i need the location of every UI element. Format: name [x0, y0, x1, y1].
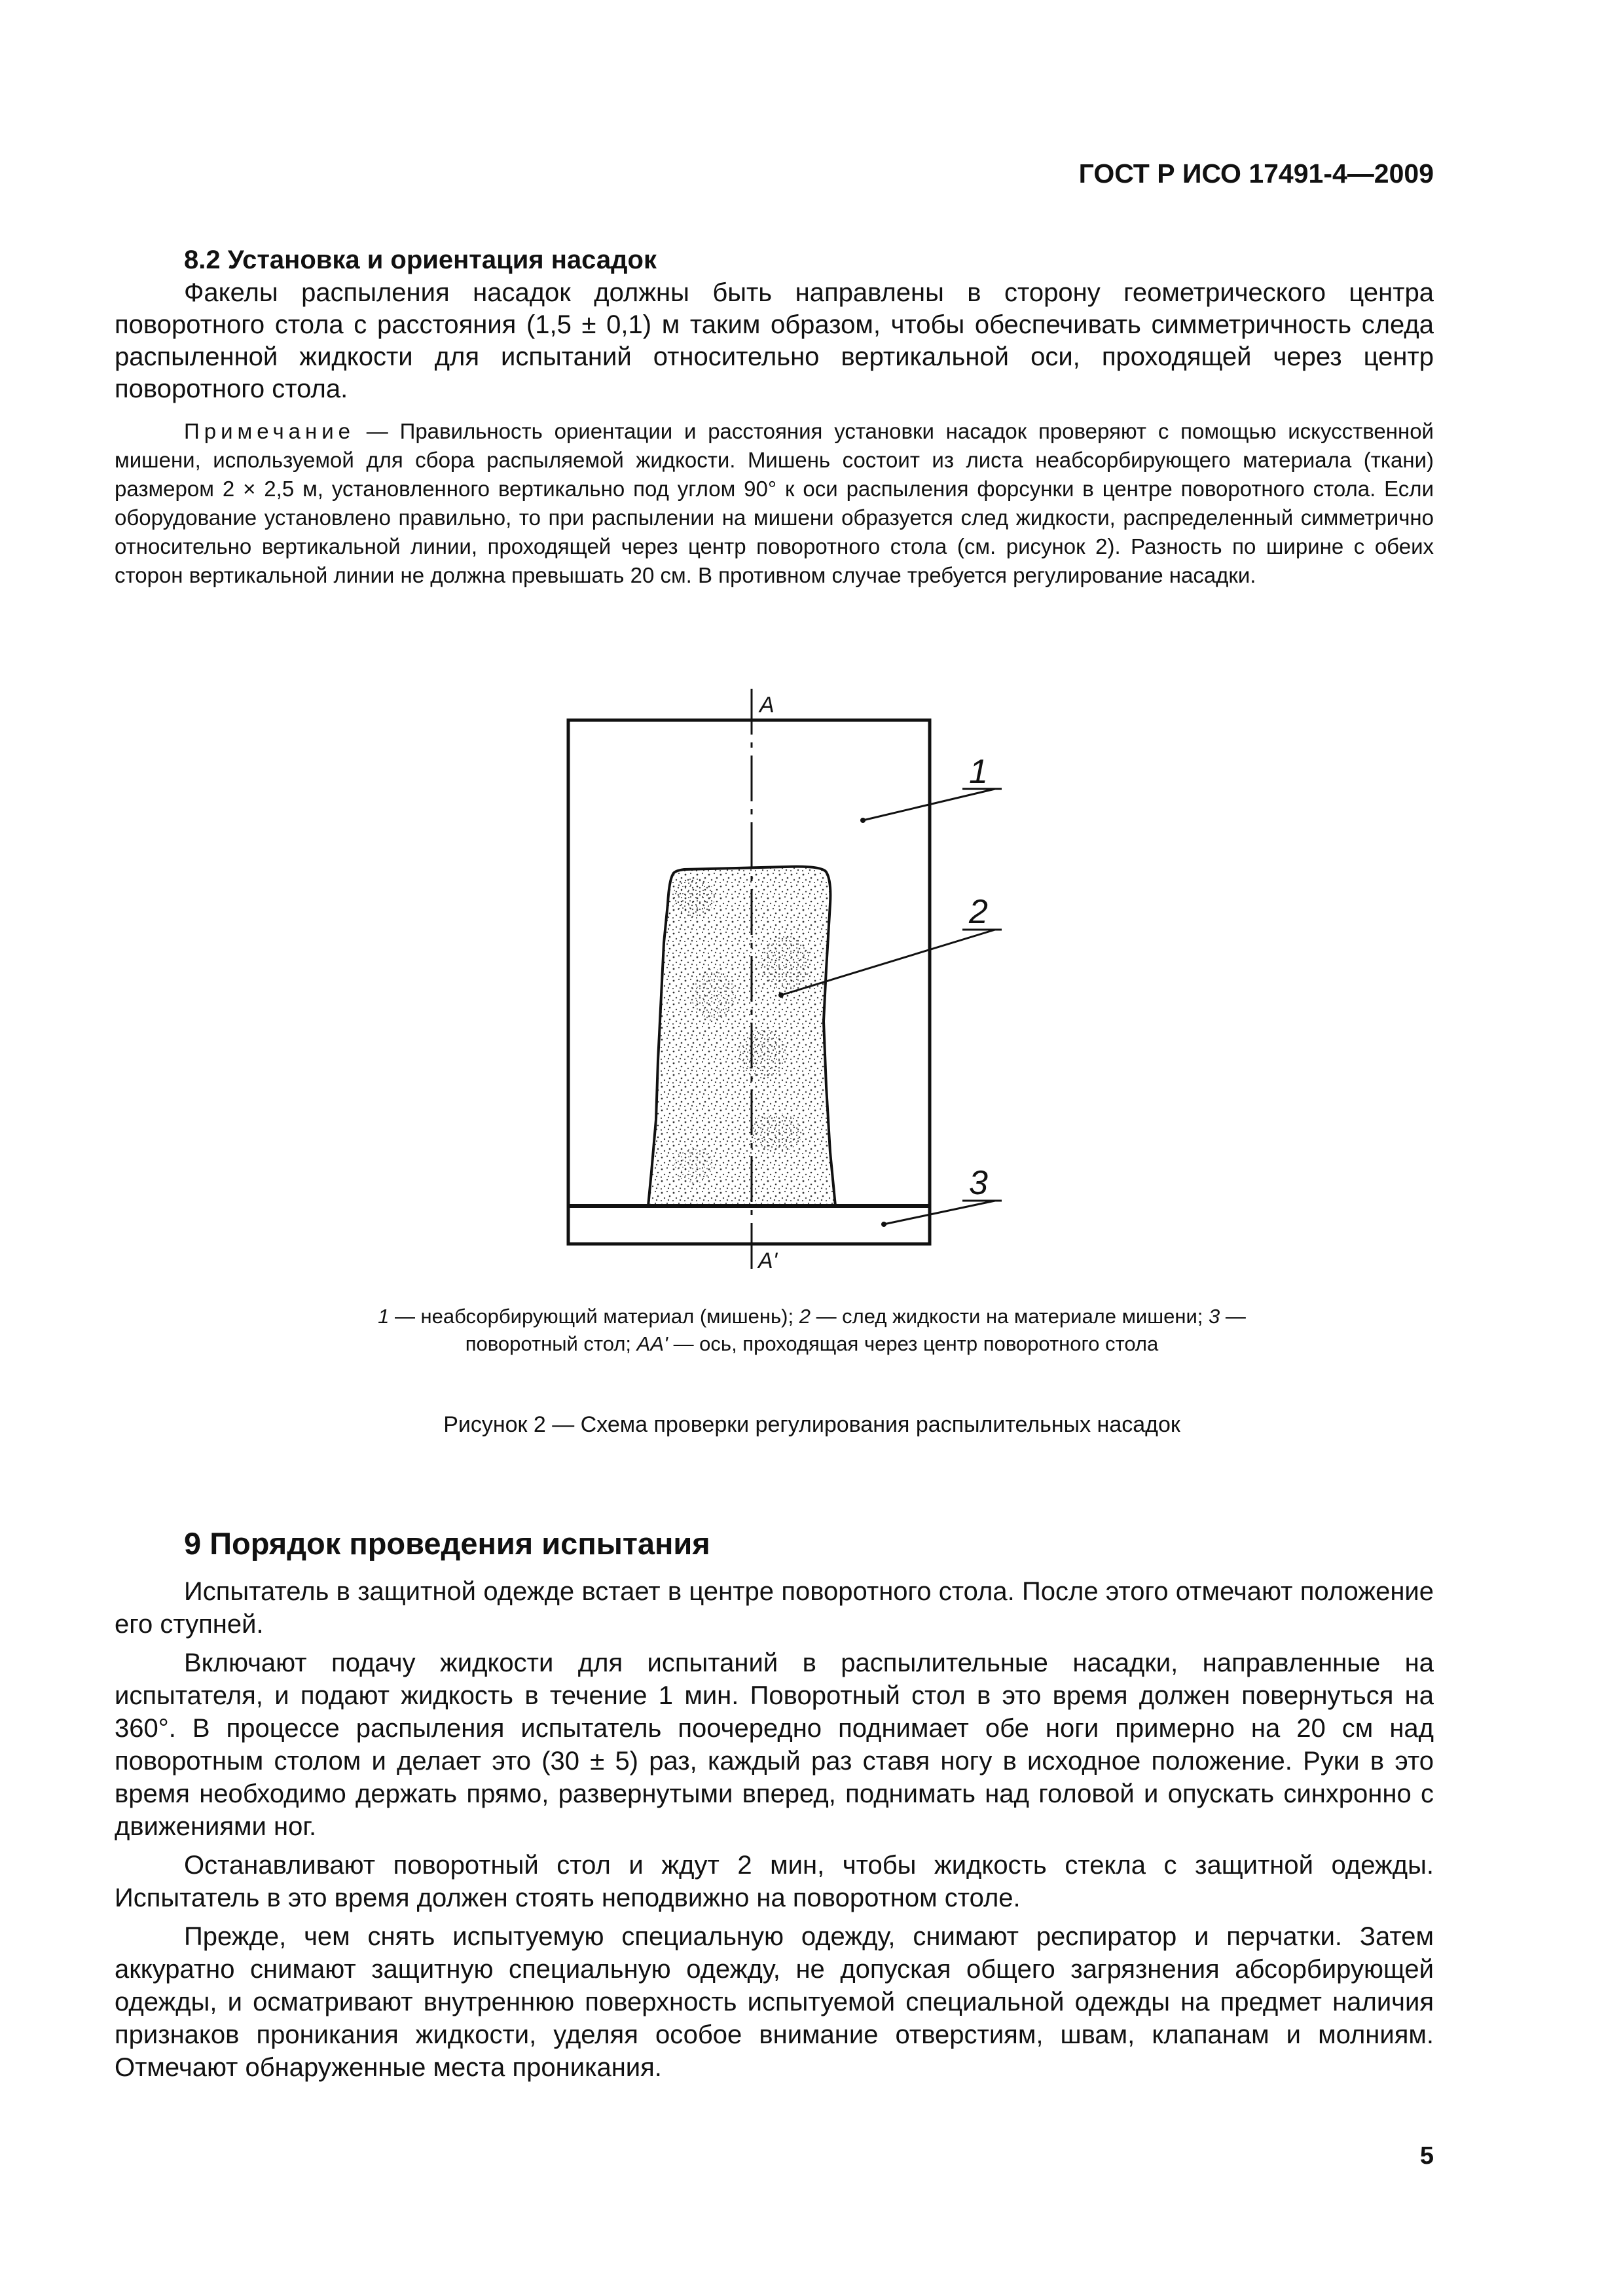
- note-text: — Правильность ориентации и расстояния установки насадок проверяют с помощью искусственной мишени, используемой для сбора распыляемой жидкости. Мишень состоит из листа неабсорбирующего материала (ткани) размером 2 × 2,5 м, установленного вертикально под углом 90° к оси распыления форсунки в центре поворотного стола. Если оборудование установлено правильно, то при распылении на мишени образуется след жидкости, распределенный симметрично относительно вертикальной линии, проходящей через центр поворотного стола (см. рисунок 2). Разность по ширине с обеих сторон вертикальной линии не должна превышать 20 см. В противном случае требуется регулирование насадки.: [115, 419, 1434, 587]
- legend-num-3: 3: [1209, 1305, 1220, 1328]
- legend-text-4: — ось, проходящая через центр поворотного стола: [667, 1332, 1159, 1355]
- axis-label-bottom: A': [758, 1248, 778, 1273]
- legend-num-2: 2: [799, 1305, 811, 1328]
- legend-num-4: AA': [636, 1332, 668, 1355]
- callout-3-dot: [881, 1222, 886, 1227]
- axis-label-top: A: [759, 693, 775, 718]
- figure-legend: [373, 1303, 1250, 1358]
- figure-caption: Рисунок 2 — Схема проверки регулирования распылительных насадок: [443, 1412, 1180, 1437]
- legend-text-1: — неабсорбирующий материал (мишень);: [389, 1305, 799, 1328]
- section-8-2-heading: 8.2 Установка и ориентация насадок: [184, 246, 657, 274]
- callout-2-dot: [778, 993, 784, 998]
- section-9-paragraph-2: Включают подачу жидкости для испытаний в распылительные насадки, направленные на испытателя, и подают жидкость в течение 1 мин. Поворотный стол в это время должен повернуться на 360°. В процессе распыления испытатель поочередно поднимает обе ноги примерно на 20 см над поворотным столом и делает это (30 ± 5) раз, каждый раз ставя ногу в исходное положение. Руки в это время необходимо держать прямо, развернутыми вперед, поднимать над головой и опускать синхронно с движениями ног.: [115, 1649, 1434, 1841]
- note-paragraph: [115, 417, 1434, 590]
- section-9-paragraph-1: Испытатель в защитной одежде встает в центре поворотного стола. После этого отмечают положение его ступней.: [115, 1577, 1434, 1639]
- legend-num-1: 1: [378, 1305, 390, 1328]
- callout-1-number: 1: [969, 753, 988, 791]
- legend-text-2: — след жидкости на материале мишени;: [810, 1305, 1209, 1328]
- callout-3-number: 3: [969, 1164, 988, 1202]
- note-label: Примечание: [184, 419, 356, 443]
- page-number: 5: [1419, 2142, 1434, 2170]
- figure-2-diagram: [0, 674, 1623, 1296]
- section-9-heading: 9 Порядок проведения испытания: [184, 1526, 710, 1561]
- legend-text-3: — поворотный стол;: [465, 1305, 1246, 1355]
- liquid-trace: [648, 867, 835, 1206]
- section-8-2-paragraph: Факелы распыления насадок должны быть направлены в сторону геометрического центра поворотного стола с расстояния (1,5 ± 0,1) м таким образом, чтобы обеспечивать симметричность следа распыленной жидкости для испытаний относительно вертикальной оси, проходящей через центр поворотного стола.: [115, 278, 1434, 403]
- callout-1-dot: [860, 818, 866, 823]
- section-9-body: [115, 1575, 1434, 2090]
- section-9-paragraph-4: Прежде, чем снять испытуемую специальную одежду, снимают респиратор и перчатки. Затем аккуратно снимают защитную специальную одежду, не допуская общего загрязнения абсорбирующей одежды, и осматривают внутреннюю поверхность испытуемой специальной одежды на предмет наличия признаков проникания жидкости, уделяя особое внимание отверстиям, швам, клапанам и молниям. Отмечают обнаруженные места проникания.: [115, 1922, 1434, 2082]
- document-code: ГОСТ Р ИСО 17491-4—2009: [1078, 158, 1434, 189]
- callout-2-number: 2: [969, 893, 988, 931]
- section-9-paragraph-3: Останавливают поворотный стол и ждут 2 мин, чтобы жидкость стекла с защитной одежды. Испытатель в это время должен стоять неподвижно на поворотном столе.: [115, 1851, 1434, 1912]
